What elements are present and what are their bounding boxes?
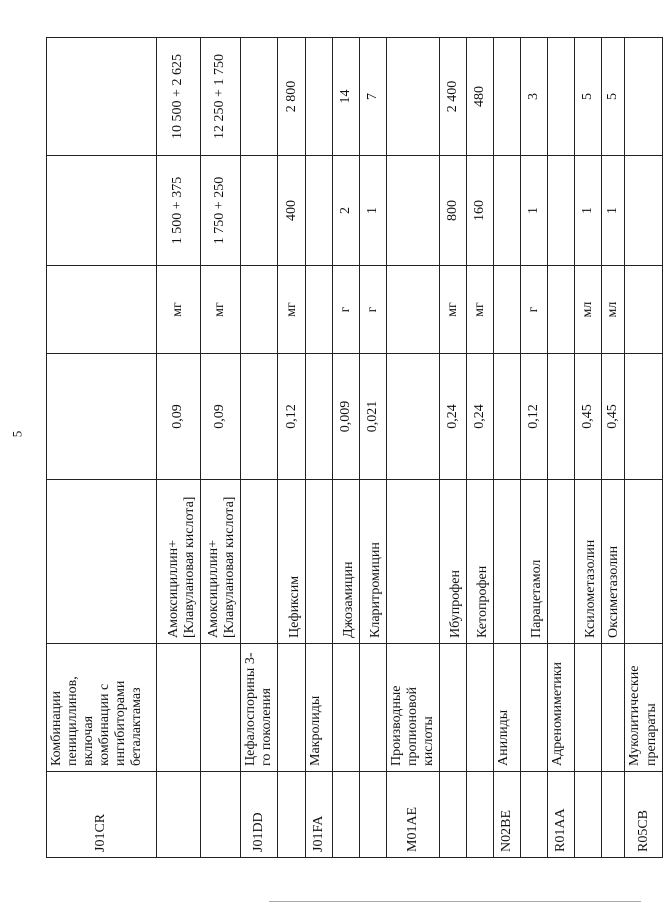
- cell-ddd: [387, 354, 440, 480]
- cell-group: [575, 644, 602, 772]
- cell-unit: [494, 266, 521, 354]
- cell-total: 3: [521, 38, 548, 156]
- cell-ddd: [241, 354, 278, 480]
- cell-total: 10 500 + 2 625: [157, 38, 201, 156]
- cell-group: Адреномиметики: [548, 644, 575, 772]
- cell-total: [494, 38, 521, 156]
- cell-group: Муколитические препараты: [625, 644, 662, 772]
- table-row: [333, 38, 360, 858]
- cell-group: [521, 644, 548, 772]
- cell-qty: [548, 156, 575, 266]
- cell-qty: [625, 156, 662, 266]
- table-row: [360, 38, 387, 858]
- table-row: [625, 38, 662, 858]
- cell-code: [333, 772, 360, 858]
- cell-unit: г: [360, 266, 387, 354]
- cell-qty: 1 500 + 375: [157, 156, 201, 266]
- cell-qty: 160: [467, 156, 494, 266]
- cell-ddd: 0,009: [333, 354, 360, 480]
- bottom-rule: [269, 901, 641, 902]
- cell-drug: Парацетамол: [521, 480, 548, 644]
- cell-code: N02BE: [494, 772, 521, 858]
- cell-code: R05CB: [625, 772, 662, 858]
- cell-total: [625, 38, 662, 156]
- cell-qty: 400: [278, 156, 306, 266]
- cell-code: J01FA: [306, 772, 333, 858]
- cell-group: Анилиды: [494, 644, 521, 772]
- table-row: [575, 38, 602, 858]
- cell-code: J01DD: [241, 772, 278, 858]
- cell-group: [440, 644, 467, 772]
- cell-unit: мл: [575, 266, 602, 354]
- cell-drug: [306, 480, 333, 644]
- cell-qty: 2: [333, 156, 360, 266]
- cell-total: 7: [360, 38, 387, 156]
- table-row: [521, 38, 548, 858]
- cell-drug: Амоксициллин+ [Клавулановая кислота]: [157, 480, 201, 644]
- table-row: [306, 38, 333, 858]
- cell-drug: Амоксициллин+ [Клавулановая кислота]: [201, 480, 241, 644]
- cell-drug: Оксиметазолин: [602, 480, 625, 644]
- cell-group: [360, 644, 387, 772]
- cell-unit: мл: [602, 266, 625, 354]
- cell-total: 12 250 + 1 750: [201, 38, 241, 156]
- cell-unit: мг: [201, 266, 241, 354]
- cell-code: [278, 772, 306, 858]
- cell-qty: [387, 156, 440, 266]
- cell-qty: 800: [440, 156, 467, 266]
- cell-group: Производные пропионовой кислоты: [387, 644, 440, 772]
- cell-group: [467, 644, 494, 772]
- cell-unit: [306, 266, 333, 354]
- cell-total: [387, 38, 440, 156]
- cell-ddd: [494, 354, 521, 480]
- cell-ddd: 0,09: [201, 354, 241, 480]
- cell-ddd: 0,45: [575, 354, 602, 480]
- cell-group: [602, 644, 625, 772]
- cell-total: [47, 38, 157, 156]
- cell-code: [602, 772, 625, 858]
- cell-drug: [387, 480, 440, 644]
- cell-drug: Кларитромицин: [360, 480, 387, 644]
- cell-drug: [241, 480, 278, 644]
- table-row: [241, 38, 278, 858]
- cell-drug: Ибупрофен: [440, 480, 467, 644]
- cell-ddd: 0,09: [157, 354, 201, 480]
- table-row: [201, 38, 241, 858]
- table-row: [47, 38, 157, 858]
- cell-ddd: [47, 354, 157, 480]
- cell-total: 480: [467, 38, 494, 156]
- cell-group: Цефалоспорины 3-го поколения: [241, 644, 278, 772]
- cell-qty: 1: [521, 156, 548, 266]
- cell-code: [467, 772, 494, 858]
- rotated-page-content: [46, 38, 659, 858]
- cell-drug: [548, 480, 575, 644]
- table-row: [278, 38, 306, 858]
- table-row: [387, 38, 440, 858]
- cell-ddd: 0,021: [360, 354, 387, 480]
- cell-ddd: 0,12: [278, 354, 306, 480]
- cell-total: [306, 38, 333, 156]
- cell-qty: [241, 156, 278, 266]
- cell-drug: [625, 480, 662, 644]
- cell-unit: [625, 266, 662, 354]
- cell-drug: Ксилометазолин: [575, 480, 602, 644]
- cell-code: [360, 772, 387, 858]
- drug-dosage-table: [46, 37, 663, 858]
- cell-group: [201, 644, 241, 772]
- cell-ddd: 0,24: [440, 354, 467, 480]
- cell-code: [440, 772, 467, 858]
- cell-qty: [47, 156, 157, 266]
- table-row: [602, 38, 625, 858]
- cell-qty: 1: [575, 156, 602, 266]
- table-row: [494, 38, 521, 858]
- cell-qty: 1: [602, 156, 625, 266]
- cell-ddd: [306, 354, 333, 480]
- cell-unit: [548, 266, 575, 354]
- cell-drug: [494, 480, 521, 644]
- cell-ddd: [625, 354, 662, 480]
- cell-unit: мг: [157, 266, 201, 354]
- cell-qty: [494, 156, 521, 266]
- cell-unit: [47, 266, 157, 354]
- cell-group: [278, 644, 306, 772]
- cell-total: 5: [575, 38, 602, 156]
- cell-unit: [241, 266, 278, 354]
- cell-code: [575, 772, 602, 858]
- cell-unit: г: [333, 266, 360, 354]
- cell-ddd: 0,12: [521, 354, 548, 480]
- cell-code: [157, 772, 201, 858]
- cell-qty: [306, 156, 333, 266]
- cell-total: 2 400: [440, 38, 467, 156]
- cell-total: 2 800: [278, 38, 306, 156]
- cell-code: R01AA: [548, 772, 575, 858]
- cell-drug: [47, 480, 157, 644]
- table-row: [157, 38, 201, 858]
- cell-unit: мг: [278, 266, 306, 354]
- cell-code: [201, 772, 241, 858]
- cell-code: M01AE: [387, 772, 440, 858]
- cell-unit: г: [521, 266, 548, 354]
- page-number: 5: [9, 430, 25, 438]
- cell-code: [521, 772, 548, 858]
- cell-group: Комбинации пенициллинов, включая комбинации с ингибиторами беталактамаз: [47, 644, 157, 772]
- cell-drug: Джозамицин: [333, 480, 360, 644]
- cell-ddd: 0,45: [602, 354, 625, 480]
- cell-ddd: 0,24: [467, 354, 494, 480]
- cell-group: [333, 644, 360, 772]
- table-row: [440, 38, 467, 858]
- cell-group: [157, 644, 201, 772]
- cell-group: Макролиды: [306, 644, 333, 772]
- cell-total: 5: [602, 38, 625, 156]
- cell-total: [241, 38, 278, 156]
- cell-unit: мг: [440, 266, 467, 354]
- cell-ddd: [548, 354, 575, 480]
- cell-drug: Цефиксим: [278, 480, 306, 644]
- cell-unit: мг: [467, 266, 494, 354]
- table-row: [467, 38, 494, 858]
- cell-total: [548, 38, 575, 156]
- cell-total: 14: [333, 38, 360, 156]
- cell-code: J01CR: [47, 772, 157, 858]
- cell-drug: Кетопрофен: [467, 480, 494, 644]
- cell-qty: 1 750 + 250: [201, 156, 241, 266]
- cell-qty: 1: [360, 156, 387, 266]
- table-row: [548, 38, 575, 858]
- cell-unit: [387, 266, 440, 354]
